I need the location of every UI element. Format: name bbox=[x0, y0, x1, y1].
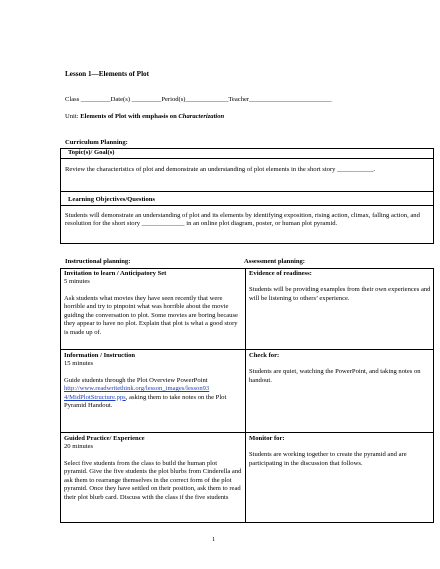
objectives-heading: Learning Objectives/Questions bbox=[68, 196, 156, 203]
unit-emphasis: Characterization bbox=[178, 113, 225, 120]
row-left-text: Select five students from the class to build the human plot pyramid. Give the five students the plot blurbs from Cinderella and ask them to rearrange themselves in the correct form of the plot pyramid. Once they have settled on their position, ask them to read their plot blurb card. Discuss with the class if the five students bbox=[64, 459, 242, 501]
assessment-heading: Assessment planning: bbox=[244, 258, 306, 265]
row-right-text: Students are quiet, watching the PowerPoint, and taking notes on handout. bbox=[249, 368, 421, 384]
row-left-time: 5 minutes bbox=[64, 278, 90, 286]
row-right-heading: Monitor for: bbox=[249, 435, 285, 442]
unit-prefix: Unit: bbox=[65, 113, 79, 120]
curriculum-heading: Curriculum Planning: bbox=[65, 139, 128, 146]
page-number: 1 bbox=[212, 536, 216, 543]
table-row bbox=[249, 352, 431, 385]
row-divider bbox=[60, 349, 434, 350]
table-row bbox=[64, 270, 242, 337]
instructional-heading: Instructional planning: bbox=[65, 258, 131, 265]
divider bbox=[60, 191, 434, 192]
row-left-text-before: Guide students through the Plot Overview PowerPoint bbox=[64, 376, 208, 384]
unit-title: Elements of Plot with emphasis on bbox=[80, 113, 177, 120]
class-info-line: Class _________Date(s) _________Period(s)_____________Teacher_________________________ bbox=[65, 96, 332, 103]
objectives-text: Students will demonstrate an understanding of plot and its elements by identifying exposition, rising action, climax, falling action, and resolution for the short story _____________ in an online plot diagram, poster, or human plot pyramid. bbox=[65, 212, 420, 228]
divider bbox=[60, 205, 434, 206]
table-row bbox=[64, 435, 242, 502]
table-row bbox=[249, 270, 431, 303]
row-right-heading: Evidence of readiness: bbox=[249, 270, 312, 277]
plot-structure-link[interactable]: http://www.readwritethink.org/lesson_images/lesson93 4/MidPlotStructure.pps bbox=[64, 385, 210, 401]
row-left-text-after: , asking them to take notes on the Plot Pyramid Handout. bbox=[64, 393, 227, 410]
row-left-time: 20 minutes bbox=[64, 443, 94, 451]
row-left-time: 15 minutes bbox=[64, 360, 94, 368]
row-left-heading: Invitation to learn / Anticipatory Set bbox=[64, 270, 167, 277]
page-title: Lesson 1—Elements of Plot bbox=[65, 70, 150, 78]
row-right-text: Students will be providing examples from their own experiences and will be listening to others’ experience. bbox=[249, 286, 431, 302]
table-row bbox=[64, 352, 242, 411]
topic-heading: Topic(s)/ Goal(s) bbox=[68, 149, 115, 156]
row-left-heading: Guided Practice/ Experience bbox=[64, 435, 145, 442]
row-right-text: Students are working together to create the pyramid and are participating in the discussion that follows. bbox=[249, 451, 407, 467]
row-divider bbox=[60, 432, 434, 433]
column-divider bbox=[245, 268, 246, 523]
row-left-heading: Information / Instruction bbox=[64, 352, 136, 359]
row-right-heading: Check for: bbox=[249, 352, 280, 359]
table-row bbox=[249, 435, 431, 468]
topic-text: Review the characteristics of plot and demonstrate an understanding of plot elements in the short story ___________. bbox=[65, 166, 376, 173]
row-left-text: Ask students what movies they have seen recently that were horrible and try to pinpoint what was horrible about the movie guiding the conversation to plot. Some movies are boring because they appear to have no plot. Explain that plot is what a good story is made up of. bbox=[64, 294, 238, 336]
divider bbox=[60, 158, 434, 159]
unit-line bbox=[65, 113, 224, 121]
row-left-text bbox=[64, 377, 242, 411]
